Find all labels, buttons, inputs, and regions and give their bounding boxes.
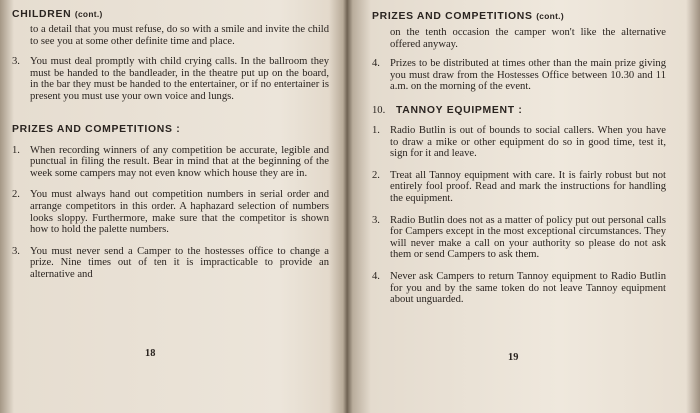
tannoy-item-3-text: Radio Butlin does not as a matter of policy put out personal calls for Campers except in the most exceptional circumstances. They will never make a call on your authority so please do not ask them or send Campers to ask them.: [390, 214, 666, 261]
prizes-item-4-text: Prizes to be distributed at times other than the main prize giving you must draw from the Hostesses Office between 10.30 and 11 a.m. on the morning of the event.: [390, 58, 666, 93]
tannoy-item-3-number: 3.: [372, 214, 380, 226]
tannoy-item-2-number: 2.: [372, 169, 380, 181]
tannoy-item-1: [372, 125, 666, 160]
prizes-cont-heading-text: PRIZES AND COMPETITIONS: [372, 11, 533, 22]
prizes-item-2: [12, 189, 329, 235]
prizes-continued-text: on the tenth occasion the camper won't like the alternative offered anyway.: [390, 27, 666, 50]
tannoy-item-3: [372, 215, 666, 261]
prizes-continued: [372, 27, 666, 50]
prizes-item-3: [12, 246, 329, 281]
children-continued: [12, 24, 329, 47]
children-heading-text: CHILDREN: [12, 9, 72, 20]
prizes-item-2-number: 2.: [12, 189, 20, 201]
tannoy-item-2-text: Treat all Tannoy equipment with care. It is fairly robust but not entirely fool proof. Read and mark the instructions for handling the equipment.: [390, 169, 666, 204]
tannoy-item-1-text: Radio Butlin is out of bounds to social callers. When you have to draw a mike or other equipment do so in good time, test it, sign for it and leave.: [390, 124, 666, 160]
tannoy-item-4-text: Never ask Campers to return Tannoy equipment to Radio Butlin for you and by the same token do not leave Tannoy equipment about unguarded.: [390, 270, 666, 306]
prizes-item-4: [372, 58, 666, 93]
children-item-3-number: 3.: [12, 56, 20, 68]
prizes-cont-heading-cont: (cont.): [536, 11, 564, 21]
left-page: [0, 0, 343, 413]
tannoy-item-4: [372, 271, 666, 306]
tannoy-section-number: 10.: [372, 104, 386, 116]
prizes-item-3-text: You must never send a Camper to the hostesses office to change a prize. Nine times out of ten it is impracticable to provide an alternative and: [30, 245, 329, 280]
tannoy-item-1-number: 1.: [372, 124, 380, 136]
children-continued-text: to a detail that you must refuse, do so with a smile and invite the child to see you at some other definite time and place.: [30, 24, 329, 47]
page-number-18: 18: [145, 348, 156, 359]
right-page: [352, 0, 700, 413]
prizes-heading: PRIZES AND COMPETITIONS :: [12, 123, 181, 135]
tannoy-item-2: [372, 170, 666, 205]
prizes-item-4-number: 4.: [372, 58, 380, 70]
prizes-item-2-text: You must always hand out competition numbers in serial order and arrange competitors in this order. A haphazard selection of numbers looks sloppy. Furthermore, make sure that the competitor is shown how to hold the palette numbers.: [30, 189, 329, 236]
tannoy-item-4-number: 4.: [372, 270, 380, 282]
children-item-3: [12, 56, 329, 102]
prizes-item-1-number: 1.: [12, 144, 20, 156]
children-heading: [12, 8, 329, 21]
children-heading-cont: (cont.): [74, 9, 103, 19]
tannoy-heading-text: TANNOY EQUIPMENT :: [396, 104, 523, 116]
prizes-cont-heading: [372, 10, 666, 23]
children-item-3-text: You must deal promptly with child crying calls. In the ballroom they must be handed to the bandleader, in the theatre put up on the board, in the bar they must be handed to the entertainer, or if no entertainer is present you must use your own voice and lungs.: [30, 56, 329, 102]
tannoy-heading: [372, 105, 666, 117]
prizes-item-3-number: 3.: [12, 245, 20, 257]
prizes-item-1: [12, 145, 329, 180]
prizes-item-1-text: When recording winners of any competition be accurate, legible and punctual in filing the result. Bear in mind that at the beginning of the week some campers may not even know which house they are in.: [30, 144, 329, 179]
page-number-19: 19: [508, 352, 519, 363]
